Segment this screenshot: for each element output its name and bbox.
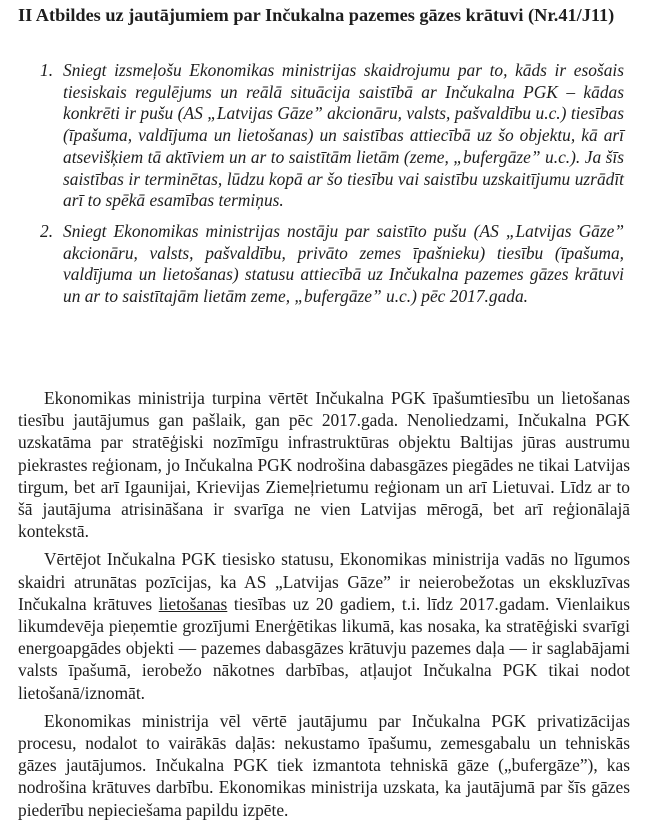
answer-paragraph-2 [18, 548, 630, 703]
answer-paragraph-3: Ekonomikas ministrija vēl vērtē jautājumu par Inčukalna PGK privatizācijas procesu, nodalot to vairākās daļās: nekustamo īpašumu, zemesgabalu un tehniskās gāzes jautājumos. Inčukalna PGK tiek izmantota tehniskā gāze („bufergāze”), kas nodrošina krātuves darbību. Ekonomikas ministrija uzskata, ka jautājumā par šīs gāzes piederību nepieciešama papildu izpēte. [18, 710, 630, 820]
question-item [40, 60, 624, 212]
question-item [40, 221, 624, 308]
question-number: 1. [40, 60, 54, 80]
answer-paragraph-1: Ekonomikas ministrija turpina vērtēt Inčukalna PGK īpašumtiesību un lietošanas tiesību jautājumus gan pašlaik, gan pēc 2017.gada. Nenoliedzami, Inčukalna PGK uzskatāma par stratēģiski nozīmīgu infrastruktūras objektu Baltijas jūras austrumu piekrastes reģionam, jo Inčukalna PGK nodrošina dabasgāzes piegādes ne tikai Latvijas tirgum, bet arī Igaunijai, Krievijas Ziemeļrietumu reģionam un arī Lietuvai. Līdz ar to šā jautājuma atrisināšana ir svarīga ne vien Latvijas mērogā, bet arī reģionālajā kontekstā. [18, 388, 630, 542]
paragraph-text: Vērtējot Inčukalna PGK tiesisko statusu, Ekonomikas ministrija vadās no līgumos skaidri atrunātas pozīcijas, ka AS „Latvijas Gāze” ir neierobežotas un ekskluzīvas Inčukalna krātuves [18, 549, 630, 614]
underlined-term: lietošanas [158, 593, 228, 614]
answer-body [18, 387, 630, 821]
question-text: Sniegt izsmeļošu Ekonomikas ministrijas skaidrojumu par to, kāds ir esošais tiesiskais regulējums un reālā situācija saistībā ar Inčukalna PGK – kādas konkrēti ir pušu (AS „Latvijas Gāze” akcionāru, valsts, pašvaldību u.c.) tiesības (īpašuma, valdījuma un lietošanas) un saistības attiecībā uz šo objektu, kā arī atsevišķiem tā aktīviem un ar to saistītām lietām (zeme, „bufergāze” u.c.). Ja šīs saistības ir terminētas, lūdzu kopā ar šo tiesību vai saistību uzskaitījumu uzrādīt arī to spēkā esamības termiņus. [63, 60, 624, 211]
section-heading: II Atbildes uz jautājumiem par Inčukalna pazemes gāzes krātuvi (Nr.41/J11) [18, 5, 615, 25]
question-text: Sniegt Ekonomikas ministrijas nostāju par saistīto pušu (AS „Latvijas Gāze” akcionāru, valsts, pašvaldību, privāto zemes īpašnieku) tiesību (īpašuma, valdījuma un lietošanas) statusu attiecībā uz Inčukalna pazemes gāzes krātuvi un ar to saistītajām lietām zeme, „bufergāze” u.c.) pēc 2017.gada. [63, 220, 624, 307]
question-list [40, 60, 624, 308]
paragraph-text: tiesības uz 20 gadiem, t.i. līdz 2017.gadam. Vienlaikus likumdevēja pieņemtie grozījumi Enerģētikas likumā, kas nosaka, ka stratēģiski svarīgi energoapgādes objekti — pazemes dabasgāzes krātuvju pazemes daļa — ir saglabājami valsts īpašumā, ierobežo nākotnes darbības, atļaujot Inčukalna PGK tikai nodot lietošanā/iznomāt. [18, 593, 630, 703]
question-number: 2. [40, 220, 54, 241]
